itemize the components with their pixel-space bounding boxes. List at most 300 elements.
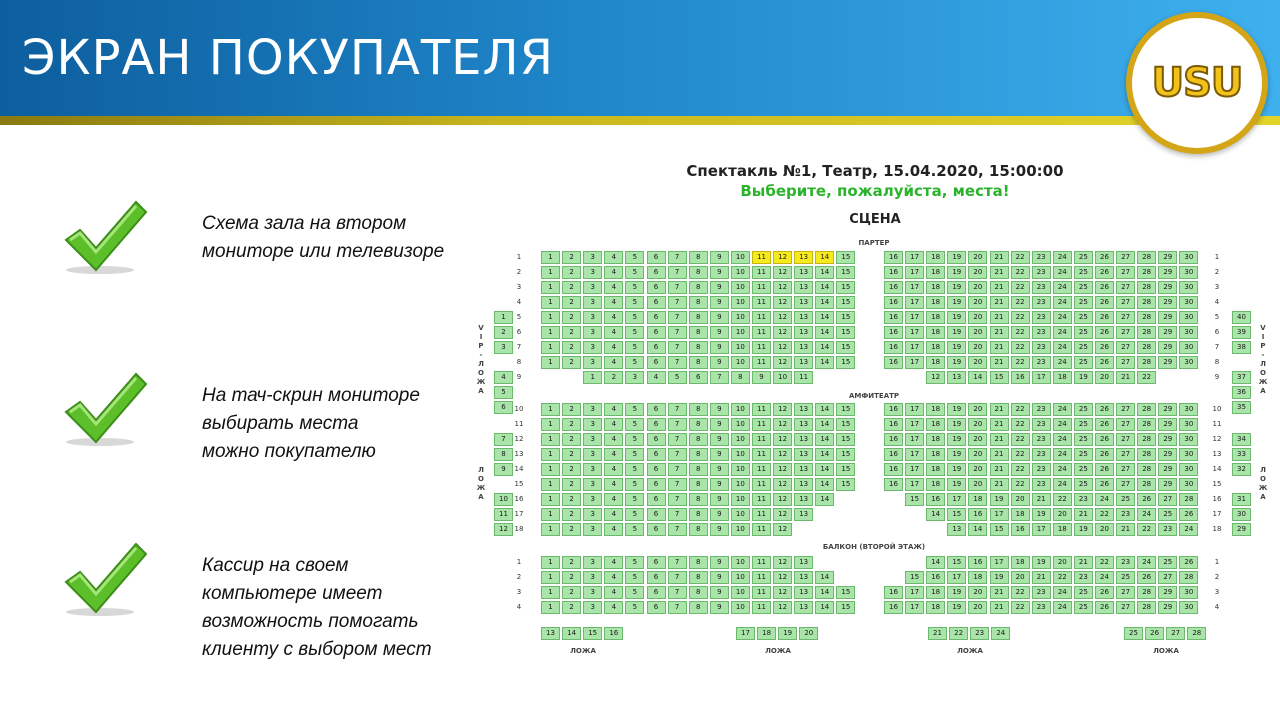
seat[interactable]: 19 [947,281,966,294]
seat[interactable]: 12 [773,448,792,461]
seat[interactable]: 27 [1116,341,1135,354]
seat[interactable]: 26 [1095,478,1114,491]
seat[interactable]: 26 [1095,601,1114,614]
seat[interactable]: 16 [884,341,903,354]
seat[interactable]: 4 [604,448,623,461]
seat[interactable]: 24 [1053,478,1072,491]
seat[interactable]: 8 [689,403,708,416]
seat[interactable]: 26 [1179,508,1198,521]
seat[interactable]: 17 [905,296,924,309]
seat[interactable]: 3 [583,493,602,506]
seat[interactable]: 25 [1074,601,1093,614]
seat[interactable]: 16 [884,463,903,476]
seat[interactable]: 12 [773,478,792,491]
seat[interactable]: 17 [905,478,924,491]
seat[interactable]: 25 [1074,403,1093,416]
seat[interactable]: 21 [1074,556,1093,569]
seat[interactable]: 2 [562,326,581,339]
seat[interactable]: 7 [668,403,687,416]
seat[interactable]: 18 [926,251,945,264]
seat[interactable]: 1 [541,556,560,569]
seat[interactable]: 23 [1032,341,1051,354]
seat[interactable]: 8 [689,463,708,476]
seat[interactable]: 24 [1053,463,1072,476]
seat[interactable]: 29 [1158,281,1177,294]
seat[interactable]: 16 [884,448,903,461]
seat[interactable]: 9 [710,463,729,476]
seat[interactable]: 17 [905,266,924,279]
seat[interactable]: 3 [583,463,602,476]
seat[interactable]: 7 [668,341,687,354]
seat[interactable]: 6 [647,341,666,354]
seat[interactable]: 12 [773,341,792,354]
seat[interactable]: 3 [583,403,602,416]
loge-seat[interactable]: 17 [736,627,755,640]
seat[interactable]: 12 [926,371,945,384]
seat[interactable]: 13 [794,296,813,309]
seat[interactable]: 6 [647,311,666,324]
seat[interactable]: 3 [583,266,602,279]
seat[interactable]: 16 [884,356,903,369]
seat[interactable]: 25 [1158,556,1177,569]
seat[interactable]: 6 [647,601,666,614]
seat[interactable]: 20 [968,281,987,294]
seat[interactable]: 21 [1032,571,1051,584]
seat[interactable]: 14 [968,371,987,384]
seat[interactable]: 28 [1179,571,1198,584]
seat[interactable]: 7 [668,326,687,339]
seat[interactable]: 23 [1158,523,1177,536]
seat[interactable]: 9 [710,281,729,294]
seat[interactable]: 11 [752,356,771,369]
seat[interactable]: 5 [625,508,644,521]
loge-seat[interactable]: 11 [494,508,513,521]
seat[interactable]: 22 [1137,523,1156,536]
seat[interactable]: 21 [1116,523,1135,536]
seat[interactable]: 1 [541,433,560,446]
seat[interactable]: 17 [905,403,924,416]
seat[interactable]: 12 [773,356,792,369]
seat[interactable]: 21 [990,296,1009,309]
seat[interactable]: 6 [647,571,666,584]
seat[interactable]: 19 [947,356,966,369]
seat[interactable]: 17 [905,418,924,431]
seat[interactable]: 10 [731,523,750,536]
seat[interactable]: 30 [1179,296,1198,309]
seat[interactable]: 5 [625,266,644,279]
seat[interactable]: 3 [583,433,602,446]
seat[interactable]: 13 [947,371,966,384]
seat[interactable]: 11 [752,341,771,354]
seat[interactable]: 21 [990,266,1009,279]
seat[interactable]: 15 [836,281,855,294]
seat[interactable]: 20 [968,478,987,491]
seat[interactable]: 24 [1053,311,1072,324]
seat[interactable]: 4 [604,326,623,339]
seat[interactable]: 12 [773,463,792,476]
seat[interactable]: 24 [1053,251,1072,264]
seat[interactable]: 5 [625,601,644,614]
seat[interactable]: 6 [647,433,666,446]
seat[interactable]: 3 [583,448,602,461]
seat[interactable]: 5 [625,296,644,309]
seat[interactable]: 23 [1032,601,1051,614]
seat[interactable]: 1 [541,586,560,599]
seat[interactable]: 24 [1053,601,1072,614]
seat[interactable]: 13 [794,403,813,416]
seat[interactable]: 29 [1158,478,1177,491]
seat[interactable]: 22 [1137,371,1156,384]
seat[interactable]: 16 [884,281,903,294]
seat[interactable]: 19 [947,266,966,279]
seat[interactable]: 14 [815,418,834,431]
seat[interactable]: 14 [815,266,834,279]
seat[interactable]: 3 [583,523,602,536]
seat[interactable]: 28 [1137,311,1156,324]
seat[interactable]: 24 [1053,418,1072,431]
seat[interactable]: 10 [731,266,750,279]
seat[interactable]: 22 [1011,478,1030,491]
seat[interactable]: 24 [1053,586,1072,599]
seat[interactable]: 15 [836,326,855,339]
seat[interactable]: 18 [1011,556,1030,569]
seat[interactable]: 22 [1011,281,1030,294]
seat[interactable]: 23 [1032,296,1051,309]
seat[interactable]: 27 [1158,571,1177,584]
seat[interactable]: 3 [583,556,602,569]
seat[interactable]: 9 [710,356,729,369]
seat[interactable]: 14 [815,296,834,309]
seat[interactable]: 13 [947,523,966,536]
seat[interactable]: 5 [625,418,644,431]
seat[interactable]: 9 [710,478,729,491]
seat[interactable]: 9 [710,601,729,614]
seat[interactable]: 25 [1074,448,1093,461]
seat[interactable]: 18 [926,418,945,431]
seat[interactable]: 30 [1179,356,1198,369]
seat[interactable]: 15 [836,266,855,279]
seat[interactable]: 7 [668,296,687,309]
seat[interactable]: 14 [815,571,834,584]
seat[interactable]: 20 [968,296,987,309]
seat[interactable]: 7 [668,311,687,324]
seat[interactable]: 18 [1011,508,1030,521]
seat[interactable]: 9 [710,493,729,506]
seat[interactable]: 25 [1074,586,1093,599]
seat[interactable]: 13 [794,326,813,339]
seat[interactable]: 12 [773,523,792,536]
seat[interactable]: 30 [1179,586,1198,599]
seat[interactable]: 13 [794,266,813,279]
seat[interactable]: 22 [1011,251,1030,264]
seat[interactable]: 26 [1095,296,1114,309]
seat[interactable]: 3 [583,478,602,491]
seat[interactable]: 5 [625,478,644,491]
seat[interactable]: 1 [541,508,560,521]
loge-seat[interactable]: 13 [541,627,560,640]
seat[interactable]: 13 [794,341,813,354]
seat[interactable]: 4 [604,341,623,354]
seat[interactable]: 20 [968,326,987,339]
seat[interactable]: 1 [541,463,560,476]
seat[interactable]: 9 [710,586,729,599]
seat[interactable]: 25 [1074,266,1093,279]
seat[interactable]: 14 [815,341,834,354]
seat[interactable]: 19 [947,478,966,491]
seat[interactable]: 29 [1158,586,1177,599]
seat[interactable]: 2 [562,478,581,491]
seat[interactable]: 10 [731,418,750,431]
seat[interactable]: 24 [1137,508,1156,521]
seat[interactable]: 15 [836,418,855,431]
seat[interactable]: 20 [968,418,987,431]
seat[interactable]: 1 [541,266,560,279]
seat[interactable]: 2 [562,281,581,294]
seat[interactable]: 27 [1116,448,1135,461]
seat[interactable]: 28 [1137,403,1156,416]
seat[interactable]: 4 [604,586,623,599]
seat[interactable]: 29 [1158,403,1177,416]
seat[interactable]: 15 [836,448,855,461]
seat[interactable]: 19 [947,326,966,339]
seat[interactable]: 1 [541,356,560,369]
seat[interactable]: 18 [926,403,945,416]
seat[interactable]: 30 [1179,403,1198,416]
seat[interactable]: 25 [1074,281,1093,294]
seat[interactable]: 28 [1137,586,1156,599]
seat[interactable]: 9 [710,266,729,279]
seat[interactable]: 25 [1074,356,1093,369]
seat[interactable]: 18 [968,493,987,506]
seat[interactable]: 27 [1116,403,1135,416]
seat[interactable]: 17 [947,571,966,584]
seat[interactable]: 14 [815,433,834,446]
seat[interactable]: 25 [1074,251,1093,264]
seat[interactable]: 26 [1095,448,1114,461]
seat[interactable]: 23 [1032,448,1051,461]
seat[interactable]: 1 [541,341,560,354]
seat[interactable]: 30 [1179,448,1198,461]
seat[interactable]: 12 [773,493,792,506]
seat[interactable]: 25 [1074,478,1093,491]
seat[interactable]: 15 [836,356,855,369]
seat[interactable]: 14 [968,523,987,536]
seat[interactable]: 6 [647,418,666,431]
seat[interactable]: 16 [884,326,903,339]
seat[interactable]: 5 [625,281,644,294]
seat[interactable]: 11 [752,523,771,536]
seat[interactable]: 19 [990,571,1009,584]
seat[interactable]: 24 [1053,296,1072,309]
seat[interactable]: 11 [752,311,771,324]
seat[interactable]: 27 [1116,478,1135,491]
seat[interactable]: 23 [1032,311,1051,324]
loge-seat[interactable]: 40 [1232,311,1251,324]
seat[interactable]: 24 [1053,433,1072,446]
loge-seat[interactable]: 39 [1232,326,1251,339]
seat[interactable]: 19 [1074,371,1093,384]
seat[interactable]: 14 [815,311,834,324]
seat[interactable]: 11 [752,281,771,294]
seat[interactable]: 20 [968,356,987,369]
seat[interactable]: 27 [1116,296,1135,309]
loge-seat[interactable]: 18 [757,627,776,640]
seat[interactable]: 12 [773,296,792,309]
seat[interactable]: 9 [710,508,729,521]
seat[interactable]: 28 [1137,433,1156,446]
seat[interactable]: 4 [604,356,623,369]
seat[interactable]: 14 [815,356,834,369]
seat[interactable]: 13 [794,508,813,521]
seat[interactable]: 26 [1095,311,1114,324]
seat[interactable]: 20 [1011,571,1030,584]
seat[interactable]: 16 [884,251,903,264]
seat[interactable]: 25 [1074,326,1093,339]
seat[interactable]: 12 [773,586,792,599]
seat[interactable]: 28 [1137,296,1156,309]
seat[interactable]: 23 [1116,508,1135,521]
seat[interactable]: 6 [647,356,666,369]
seat[interactable]: 24 [1095,493,1114,506]
seat[interactable]: 2 [562,356,581,369]
seat[interactable]: 2 [562,586,581,599]
seat[interactable]: 14 [815,601,834,614]
seat[interactable]: 23 [1032,433,1051,446]
seat[interactable]: 4 [604,418,623,431]
loge-seat[interactable]: 23 [970,627,989,640]
seat[interactable]: 2 [562,448,581,461]
seat[interactable]: 7 [668,251,687,264]
seat[interactable]: 8 [689,523,708,536]
seat[interactable]: 2 [562,433,581,446]
seat[interactable]: 27 [1116,433,1135,446]
seat[interactable]: 15 [836,403,855,416]
seat[interactable]: 17 [905,341,924,354]
seat[interactable]: 28 [1137,266,1156,279]
seat[interactable]: 21 [1032,493,1051,506]
seat[interactable]: 30 [1179,266,1198,279]
seat[interactable]: 8 [689,508,708,521]
seat[interactable]: 8 [689,448,708,461]
seat[interactable]: 20 [1095,371,1114,384]
seat[interactable]: 18 [1053,371,1072,384]
seat[interactable]: 26 [1095,433,1114,446]
loge-seat[interactable]: 35 [1232,401,1251,414]
seat[interactable]: 6 [647,493,666,506]
seat[interactable]: 21 [990,478,1009,491]
seat[interactable]: 17 [905,586,924,599]
seat[interactable]: 23 [1032,251,1051,264]
seat[interactable]: 8 [689,586,708,599]
seat[interactable]: 20 [968,311,987,324]
seat[interactable]: 1 [541,418,560,431]
seat[interactable]: 16 [884,418,903,431]
seat[interactable]: 10 [773,371,792,384]
seat[interactable]: 5 [625,341,644,354]
seat[interactable]: 16 [884,601,903,614]
seat[interactable]: 23 [1032,403,1051,416]
seat[interactable]: 7 [668,463,687,476]
seat[interactable]: 8 [689,281,708,294]
seat[interactable]: 8 [689,478,708,491]
seat[interactable]: 13 [794,478,813,491]
seat[interactable]: 10 [731,508,750,521]
seat[interactable]: 14 [815,448,834,461]
seat[interactable]: 26 [1137,493,1156,506]
seat[interactable]: 18 [926,296,945,309]
seat[interactable]: 5 [625,571,644,584]
seat[interactable]: 14 [926,556,945,569]
seat[interactable]: 7 [668,571,687,584]
seat[interactable]: 25 [1074,311,1093,324]
seat[interactable]: 21 [1074,508,1093,521]
seat[interactable]: 7 [668,418,687,431]
seat[interactable]: 15 [905,571,924,584]
loge-seat[interactable]: 5 [494,386,513,399]
seat[interactable]: 12 [773,311,792,324]
seat[interactable]: 11 [752,296,771,309]
seat[interactable]: 11 [752,508,771,521]
seat[interactable]: 6 [647,508,666,521]
seat[interactable]: 9 [752,371,771,384]
seat[interactable]: 6 [647,478,666,491]
seat[interactable]: 10 [731,356,750,369]
seat[interactable]: 21 [990,281,1009,294]
seat[interactable]: 20 [968,433,987,446]
seat[interactable]: 19 [947,341,966,354]
seat[interactable]: 15 [836,251,855,264]
seat[interactable]: 24 [1053,356,1072,369]
seat[interactable]: 21 [990,601,1009,614]
loge-seat[interactable]: 10 [494,493,513,506]
seat[interactable]: 26 [1137,571,1156,584]
seat[interactable]: 24 [1053,341,1072,354]
seat[interactable]: 26 [1095,586,1114,599]
seat[interactable]: 19 [947,296,966,309]
seat[interactable]: 19 [947,586,966,599]
seat[interactable]: 6 [647,296,666,309]
seat[interactable]: 24 [1053,448,1072,461]
seat[interactable]: 25 [1158,508,1177,521]
seat[interactable]: 16 [968,556,987,569]
seat[interactable]: 11 [752,601,771,614]
seat[interactable]: 26 [1095,326,1114,339]
seat[interactable]: 10 [731,251,750,264]
seat[interactable]: 24 [1095,571,1114,584]
seat[interactable]: 20 [968,251,987,264]
seat[interactable]: 23 [1032,463,1051,476]
seat[interactable]: 2 [562,463,581,476]
seat[interactable]: 21 [990,326,1009,339]
seat[interactable]: 18 [926,311,945,324]
seat[interactable]: 17 [905,356,924,369]
seat[interactable]: 7 [668,433,687,446]
seat[interactable]: 21 [990,586,1009,599]
seat[interactable]: 4 [604,296,623,309]
seat[interactable]: 3 [625,371,644,384]
seat[interactable]: 23 [1032,326,1051,339]
seat[interactable]: 3 [583,296,602,309]
seat[interactable]: 23 [1032,266,1051,279]
seat[interactable]: 12 [773,418,792,431]
seat[interactable]: 24 [1179,523,1198,536]
seat[interactable]: 2 [562,493,581,506]
seat[interactable]: 22 [1011,266,1030,279]
seat[interactable]: 4 [604,523,623,536]
seat[interactable]: 13 [794,281,813,294]
seat[interactable]: 7 [668,281,687,294]
seat[interactable]: 14 [815,478,834,491]
